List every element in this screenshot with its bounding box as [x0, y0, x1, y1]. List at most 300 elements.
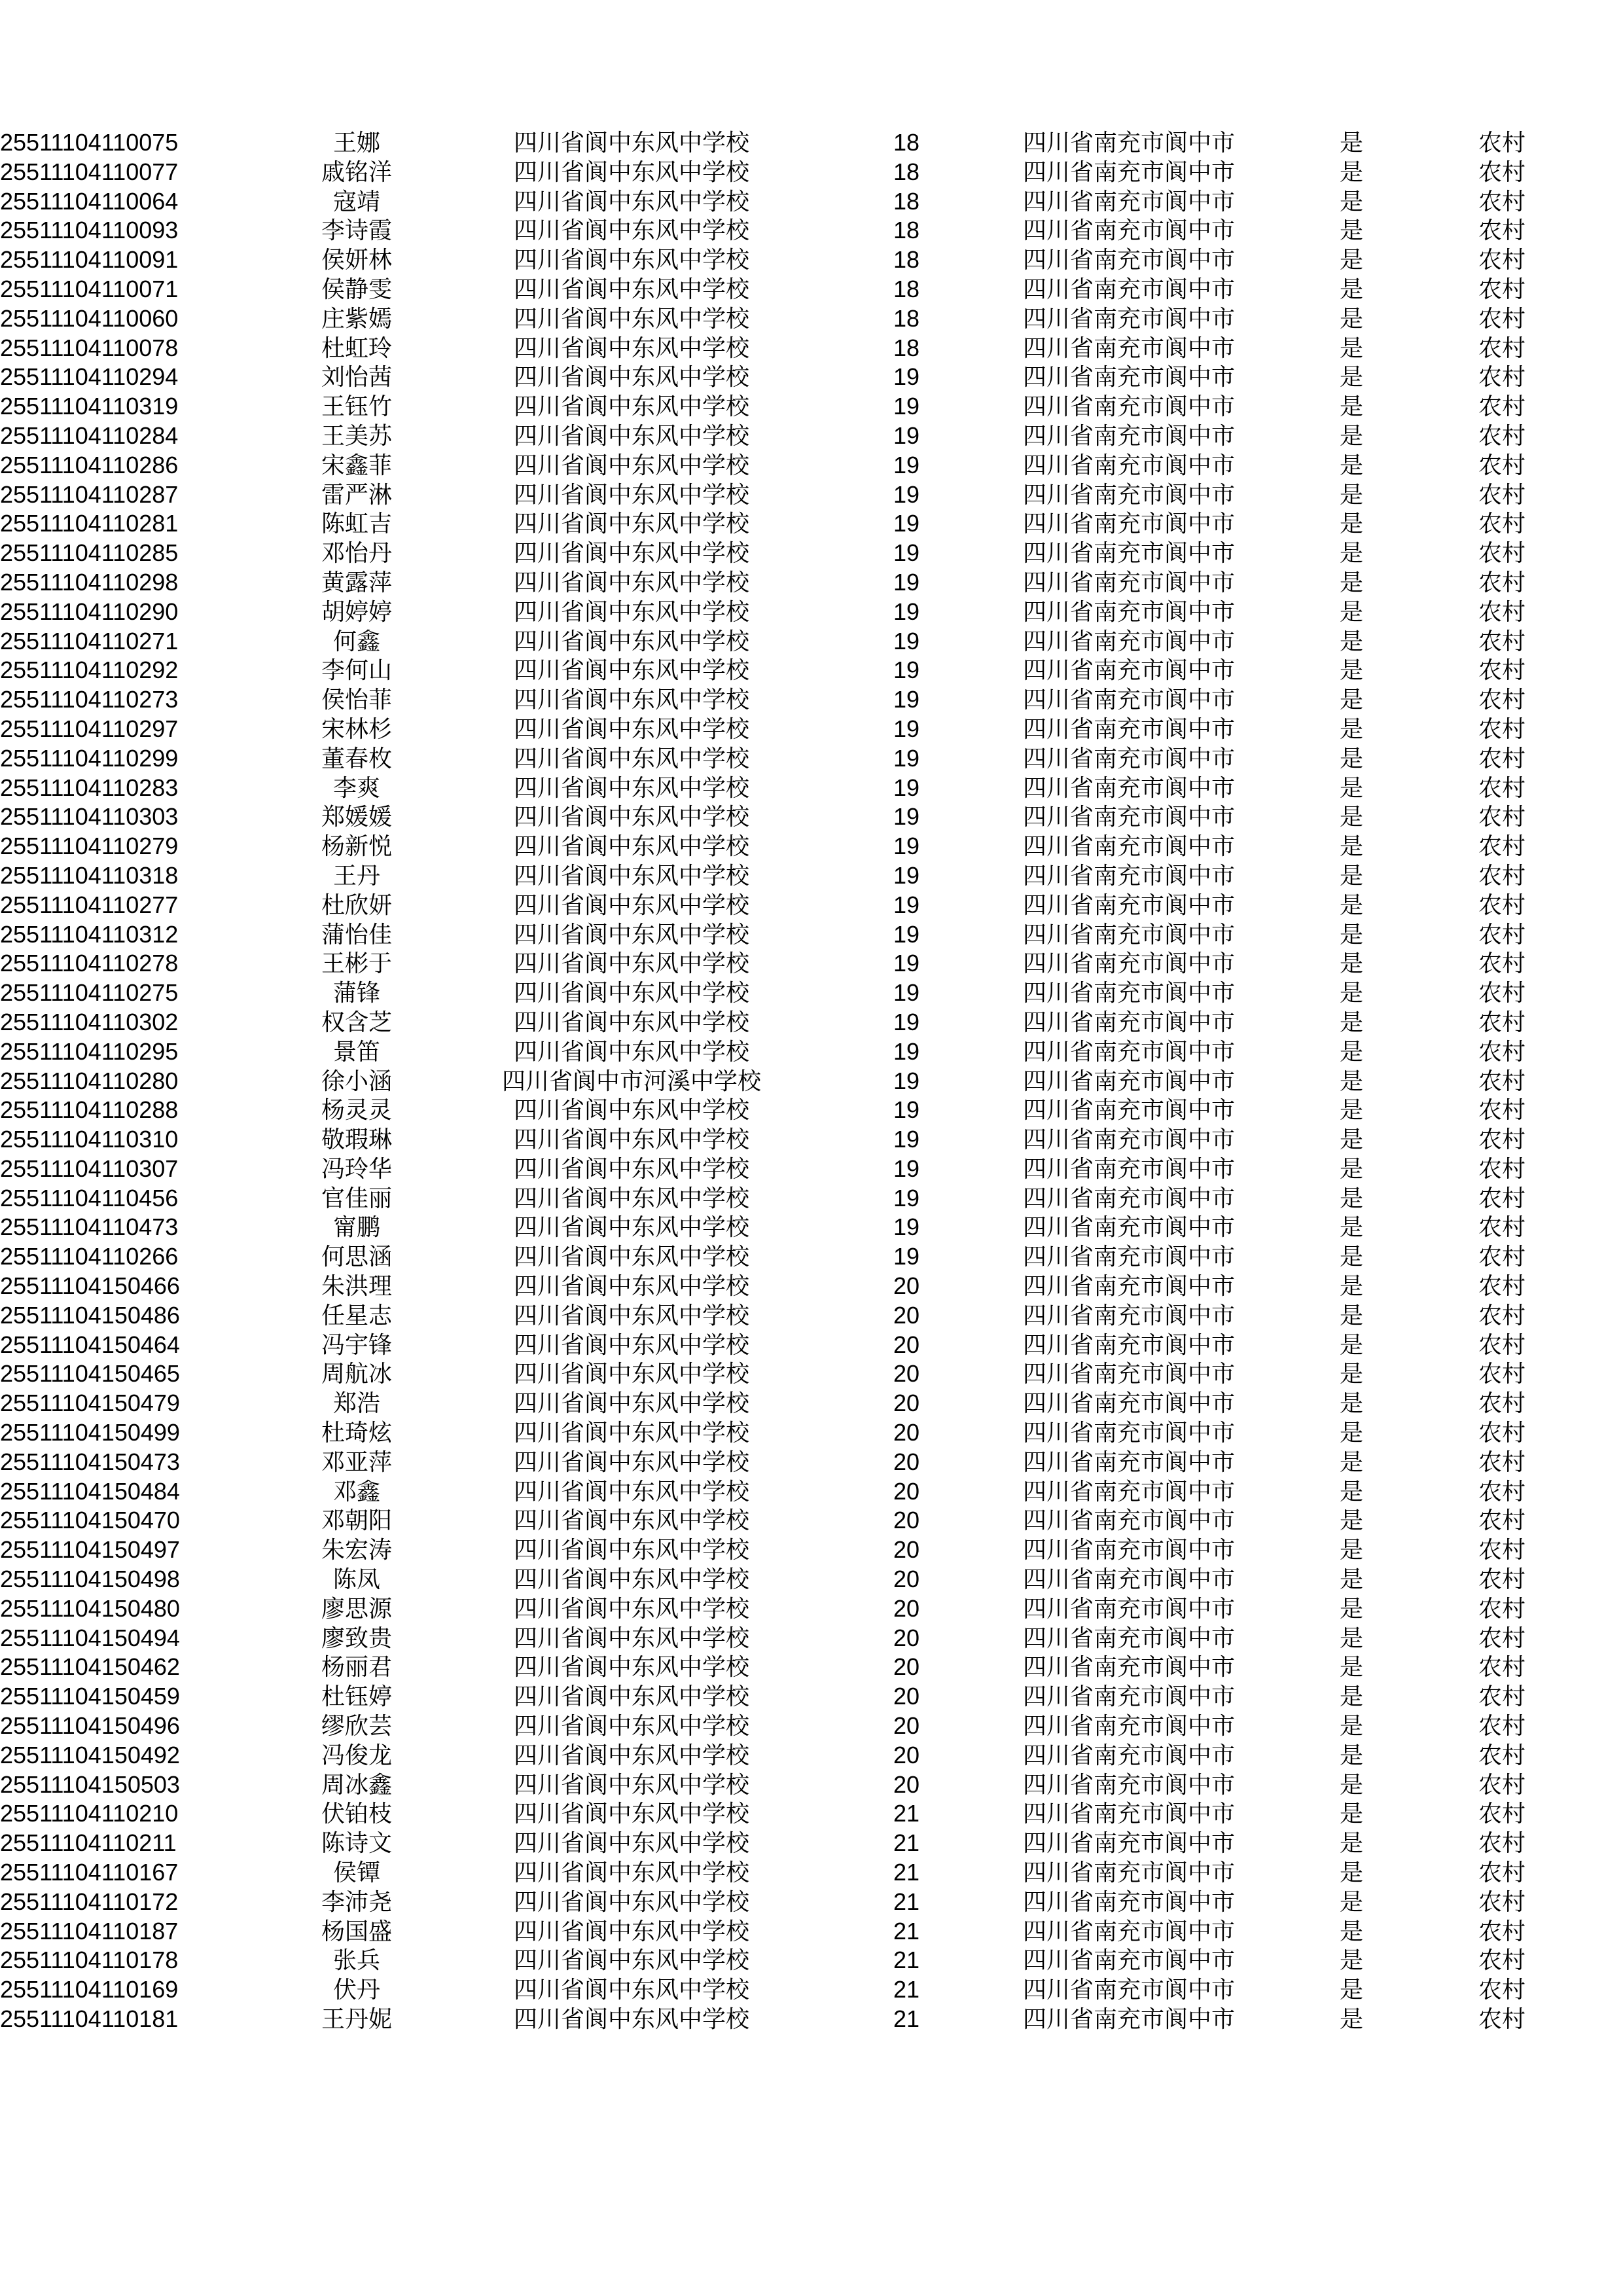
sequence-number: 19	[893, 950, 920, 977]
candidate-id: 25511104110178	[0, 1946, 179, 1974]
graduation-school: 四川省阆中东风中学校	[513, 1302, 749, 1329]
household-type: 农村	[1478, 158, 1525, 185]
household-type: 农村	[1478, 247, 1525, 274]
candidate-name: 杨国盛	[321, 1918, 392, 1945]
graduation-school: 四川省阆中东风中学校	[513, 1713, 749, 1740]
candidate-name: 张兵	[332, 1947, 380, 1974]
candidate-id: 25511104110275	[0, 979, 179, 1007]
row-right-padding	[1577, 774, 1623, 803]
row-right-padding	[1577, 1535, 1623, 1565]
table-row	[0, 245, 1623, 275]
graduation-school: 四川省阆中东风中学校	[513, 247, 749, 274]
table-row	[0, 832, 1623, 861]
table-row	[0, 1037, 1623, 1067]
table-row	[0, 1213, 1623, 1242]
candidate-id: 25511104150497	[0, 1536, 180, 1564]
candidate-name: 冯俊龙	[321, 1742, 392, 1768]
eligibility-flag: 是	[1339, 422, 1363, 449]
household-type: 农村	[1478, 1155, 1525, 1182]
exam-region: 四川省南充市阆中市	[1022, 1918, 1235, 1945]
table-row	[0, 1067, 1623, 1096]
table-row	[0, 1888, 1623, 1917]
graduation-school: 四川省阆中东风中学校	[513, 1390, 749, 1417]
table-row	[0, 1565, 1623, 1594]
graduation-school: 四川省阆中东风中学校	[513, 158, 749, 185]
candidate-name: 陈诗文	[321, 1830, 392, 1857]
sequence-number: 21	[893, 1917, 920, 1945]
exam-region: 四川省南充市阆中市	[1022, 188, 1235, 215]
household-type: 农村	[1478, 2006, 1525, 2032]
candidate-id: 25511104110297	[0, 715, 179, 742]
eligibility-flag: 是	[1339, 1595, 1363, 1622]
candidate-id: 25511104110277	[0, 891, 179, 918]
eligibility-flag: 是	[1339, 1155, 1363, 1182]
graduation-school: 四川省阆中东风中学校	[513, 1185, 749, 1211]
exam-region: 四川省南充市阆中市	[1022, 1155, 1235, 1182]
row-right-padding	[1577, 1389, 1623, 1418]
household-type: 农村	[1478, 364, 1525, 391]
graduation-school: 四川省阆中东风中学校	[513, 1244, 749, 1270]
household-type: 农村	[1478, 1038, 1525, 1065]
exam-region: 四川省南充市阆中市	[1022, 305, 1235, 332]
exam-region: 四川省南充市阆中市	[1022, 1683, 1235, 1710]
candidate-id: 25511104110286	[0, 451, 179, 478]
household-type: 农村	[1478, 628, 1525, 655]
sequence-number: 21	[893, 2005, 920, 2032]
eligibility-flag: 是	[1339, 687, 1363, 713]
household-type: 农村	[1478, 1977, 1525, 2003]
household-type: 农村	[1478, 130, 1525, 156]
exam-region: 四川省南充市阆中市	[1022, 1507, 1235, 1534]
row-right-padding	[1577, 1272, 1623, 1301]
table-row	[0, 1770, 1623, 1800]
graduation-school: 四川省阆中东风中学校	[513, 950, 749, 977]
eligibility-flag: 是	[1339, 247, 1363, 274]
sequence-number: 19	[893, 451, 920, 478]
candidate-name: 缪欣芸	[321, 1713, 392, 1740]
household-type: 农村	[1478, 1537, 1525, 1564]
table-row	[0, 539, 1623, 568]
row-right-padding	[1577, 656, 1623, 685]
graduation-school: 四川省阆中东风中学校	[513, 1918, 749, 1945]
candidate-name: 宋林杉	[321, 715, 392, 742]
eligibility-flag: 是	[1339, 1185, 1363, 1211]
eligibility-flag: 是	[1339, 1801, 1363, 1827]
household-type: 农村	[1478, 598, 1525, 625]
eligibility-flag: 是	[1339, 217, 1363, 244]
household-type: 农村	[1478, 1771, 1525, 1798]
sequence-number: 20	[893, 1477, 920, 1505]
candidate-id: 25511104110285	[0, 539, 179, 567]
sequence-number: 20	[893, 1566, 920, 1593]
eligibility-flag: 是	[1339, 1888, 1363, 1915]
exam-region: 四川省南充市阆中市	[1022, 1713, 1235, 1740]
eligibility-flag: 是	[1339, 1654, 1363, 1681]
sequence-number: 19	[893, 1184, 920, 1211]
eligibility-flag: 是	[1339, 1537, 1363, 1564]
candidate-name: 伏丹	[332, 1977, 380, 2003]
candidate-id: 25511104110292	[0, 656, 179, 684]
candidate-name: 王丹	[332, 862, 380, 889]
household-type: 农村	[1478, 188, 1525, 215]
candidate-name: 杜虹玲	[321, 334, 392, 361]
exam-region: 四川省南充市阆中市	[1022, 452, 1235, 478]
sequence-number: 19	[893, 598, 920, 625]
candidate-name: 李诗霞	[321, 217, 392, 244]
exam-region: 四川省南充市阆中市	[1022, 1390, 1235, 1417]
graduation-school: 四川省阆中东风中学校	[513, 891, 749, 918]
candidate-name: 李沛尧	[321, 1888, 392, 1915]
candidate-name: 王丹妮	[321, 2006, 392, 2032]
graduation-school: 四川省阆中东风中学校	[513, 1595, 749, 1622]
sequence-number: 20	[893, 1301, 920, 1329]
sequence-number: 20	[893, 1419, 920, 1446]
candidate-id: 25511104150462	[0, 1653, 180, 1681]
candidate-name: 杜钰婷	[321, 1683, 392, 1710]
eligibility-flag: 是	[1339, 1448, 1363, 1475]
table-row	[0, 1594, 1623, 1624]
sequence-number: 19	[893, 1037, 920, 1065]
table-row	[0, 334, 1623, 363]
household-type: 农村	[1478, 921, 1525, 948]
candidate-id: 25511104110303	[0, 803, 179, 831]
row-right-padding	[1577, 1594, 1623, 1624]
candidate-id: 25511104110310	[0, 1126, 179, 1153]
eligibility-flag: 是	[1339, 1742, 1363, 1768]
candidate-name: 侯镡	[332, 1859, 380, 1886]
candidate-id: 25511104150492	[0, 1741, 180, 1768]
sequence-number: 19	[893, 1155, 920, 1182]
table-row	[0, 774, 1623, 803]
row-right-padding	[1577, 158, 1623, 187]
table-row	[0, 1008, 1623, 1037]
household-type: 农村	[1478, 1273, 1525, 1300]
table-row	[0, 1418, 1623, 1448]
candidate-id: 25511104110283	[0, 774, 179, 801]
exam-region: 四川省南充市阆中市	[1022, 540, 1235, 567]
graduation-school: 四川省阆中东风中学校	[513, 1155, 749, 1182]
candidate-id: 25511104110211	[0, 1829, 177, 1857]
candidate-id: 25511104110075	[0, 129, 179, 156]
household-type: 农村	[1478, 1595, 1525, 1622]
graduation-school: 四川省阆中东风中学校	[513, 598, 749, 625]
household-type: 农村	[1478, 1420, 1525, 1446]
candidate-name: 蒲锋	[332, 980, 380, 1007]
exam-region: 四川省南充市阆中市	[1022, 393, 1235, 420]
exam-region: 四川省南充市阆中市	[1022, 1038, 1235, 1065]
sequence-number: 20	[893, 1653, 920, 1681]
candidate-id: 25511104150479	[0, 1390, 180, 1417]
graduation-school: 四川省阆中东风中学校	[513, 1654, 749, 1681]
sequence-number: 20	[893, 1741, 920, 1768]
graduation-school: 四川省阆中东风中学校	[513, 540, 749, 567]
row-right-padding	[1577, 1858, 1623, 1888]
candidate-name: 杜欣妍	[321, 891, 392, 918]
sequence-number: 21	[893, 1976, 920, 2003]
eligibility-flag: 是	[1339, 1947, 1363, 1974]
eligibility-flag: 是	[1339, 1009, 1363, 1035]
row-right-padding	[1577, 245, 1623, 275]
sequence-number: 21	[893, 1888, 920, 1915]
row-right-padding	[1577, 392, 1623, 422]
graduation-school: 四川省阆中东风中学校	[513, 745, 749, 772]
sequence-number: 19	[893, 891, 920, 918]
eligibility-flag: 是	[1339, 1859, 1363, 1886]
graduation-school: 四川省阆中东风中学校	[513, 1038, 749, 1065]
candidate-name: 侯妍林	[321, 247, 392, 274]
sequence-number: 20	[893, 1594, 920, 1622]
row-right-padding	[1577, 363, 1623, 392]
table-row	[0, 598, 1623, 627]
sequence-number: 19	[893, 568, 920, 596]
eligibility-flag: 是	[1339, 1038, 1363, 1065]
candidate-name: 官佳丽	[321, 1185, 392, 1211]
row-right-padding	[1577, 1975, 1623, 2005]
table-row	[0, 1242, 1623, 1272]
sequence-number: 18	[893, 187, 920, 215]
graduation-school: 四川省阆中东风中学校	[513, 1742, 749, 1768]
exam-region: 四川省南充市阆中市	[1022, 364, 1235, 391]
candidate-id: 25511104150484	[0, 1477, 180, 1505]
table-row	[0, 1359, 1623, 1389]
eligibility-flag: 是	[1339, 745, 1363, 772]
table-row	[0, 685, 1623, 715]
candidate-id: 25511104110295	[0, 1037, 179, 1065]
exam-region: 四川省南充市阆中市	[1022, 1595, 1235, 1622]
sequence-number: 20	[893, 1360, 920, 1388]
candidate-id: 25511104110284	[0, 422, 179, 449]
sequence-number: 19	[893, 539, 920, 567]
graduation-school: 四川省阆中东风中学校	[513, 774, 749, 801]
household-type: 农村	[1478, 305, 1525, 332]
candidate-name: 侯静雯	[321, 276, 392, 302]
candidate-id: 25511104150473	[0, 1448, 180, 1475]
eligibility-flag: 是	[1339, 1097, 1363, 1124]
graduation-school: 四川省阆中东风中学校	[513, 1331, 749, 1358]
row-right-padding	[1577, 304, 1623, 334]
table-row	[0, 1624, 1623, 1653]
eligibility-flag: 是	[1339, 1977, 1363, 2003]
row-right-padding	[1577, 1565, 1623, 1594]
exam-region: 四川省南充市阆中市	[1022, 1009, 1235, 1035]
sequence-number: 19	[893, 1008, 920, 1035]
graduation-school: 四川省阆中东风中学校	[513, 422, 749, 449]
exam-region: 四川省南充市阆中市	[1022, 1126, 1235, 1153]
candidate-id: 25511104150499	[0, 1419, 180, 1446]
eligibility-flag: 是	[1339, 305, 1363, 332]
row-right-padding	[1577, 509, 1623, 539]
candidate-name: 郑浩	[332, 1390, 380, 1417]
eligibility-flag: 是	[1339, 1390, 1363, 1417]
household-type: 农村	[1478, 276, 1525, 302]
table-row	[0, 627, 1623, 656]
exam-region: 四川省南充市阆中市	[1022, 628, 1235, 655]
table-row	[0, 1272, 1623, 1301]
candidate-id: 25511104110060	[0, 304, 179, 332]
row-right-padding	[1577, 744, 1623, 774]
sequence-number: 19	[893, 861, 920, 889]
candidate-name: 董春枚	[321, 745, 392, 772]
eligibility-flag: 是	[1339, 1244, 1363, 1270]
eligibility-flag: 是	[1339, 1624, 1363, 1651]
candidate-id: 25511104110288	[0, 1096, 179, 1124]
sequence-number: 20	[893, 1448, 920, 1475]
row-right-padding	[1577, 1096, 1623, 1125]
graduation-school: 四川省阆中东风中学校	[513, 1448, 749, 1475]
graduation-school: 四川省阆中东风中学校	[513, 1126, 749, 1153]
candidate-id: 25511104110287	[0, 480, 179, 508]
sequence-number: 19	[893, 510, 920, 537]
sequence-number: 18	[893, 217, 920, 244]
graduation-school: 四川省阆中东风中学校	[513, 715, 749, 742]
exam-region: 四川省南充市阆中市	[1022, 891, 1235, 918]
candidate-id: 25511104110279	[0, 833, 179, 860]
graduation-school: 四川省阆中东风中学校	[513, 481, 749, 508]
candidate-name: 王娜	[332, 130, 380, 156]
sequence-number: 19	[893, 920, 920, 948]
table-row	[0, 363, 1623, 392]
exam-region: 四川省南充市阆中市	[1022, 569, 1235, 596]
table-row	[0, 1331, 1623, 1360]
eligibility-flag: 是	[1339, 188, 1363, 215]
candidate-id: 25511104110278	[0, 950, 179, 977]
exam-region: 四川省南充市阆中市	[1022, 715, 1235, 742]
row-right-padding	[1577, 627, 1623, 656]
household-type: 农村	[1478, 1624, 1525, 1651]
table-row	[0, 1858, 1623, 1888]
candidate-name: 伏铂枝	[321, 1801, 392, 1827]
candidate-id: 25511104110064	[0, 187, 179, 215]
candidate-name: 周冰鑫	[321, 1771, 392, 1798]
candidate-name: 廖致贵	[321, 1624, 392, 1651]
sequence-number: 19	[893, 744, 920, 772]
candidate-id: 25511104110473	[0, 1213, 179, 1241]
candidate-id: 25511104110281	[0, 510, 179, 537]
household-type: 农村	[1478, 862, 1525, 889]
candidate-name: 李爽	[332, 774, 380, 801]
row-right-padding	[1577, 1506, 1623, 1535]
roster-body	[0, 128, 1623, 2034]
table-row	[0, 1448, 1623, 1477]
eligibility-flag: 是	[1339, 1683, 1363, 1710]
row-right-padding	[1577, 1888, 1623, 1917]
candidate-id: 25511104110187	[0, 1917, 179, 1945]
table-row	[0, 216, 1623, 245]
sequence-number: 18	[893, 334, 920, 361]
candidate-name: 陈虹吉	[321, 511, 392, 537]
household-type: 农村	[1478, 1448, 1525, 1475]
household-type: 农村	[1478, 540, 1525, 567]
table-row	[0, 1829, 1623, 1858]
table-row	[0, 1535, 1623, 1565]
table-row	[0, 1184, 1623, 1213]
household-type: 农村	[1478, 1009, 1525, 1035]
row-right-padding	[1577, 1799, 1623, 1829]
row-right-padding	[1577, 802, 1623, 832]
eligibility-flag: 是	[1339, 950, 1363, 977]
candidate-name: 杨灵灵	[321, 1097, 392, 1124]
exam-region: 四川省南充市阆中市	[1022, 1331, 1235, 1358]
exam-region: 四川省南充市阆中市	[1022, 1801, 1235, 1827]
household-type: 农村	[1478, 1097, 1525, 1124]
sequence-number: 20	[893, 1770, 920, 1798]
sequence-number: 19	[893, 774, 920, 801]
sequence-number: 19	[893, 686, 920, 713]
eligibility-flag: 是	[1339, 657, 1363, 684]
eligibility-flag: 是	[1339, 2006, 1363, 2032]
graduation-school: 四川省阆中东风中学校	[513, 628, 749, 655]
candidate-name: 黄露萍	[321, 569, 392, 596]
candidate-id: 25511104110294	[0, 363, 179, 391]
sequence-number: 20	[893, 1272, 920, 1300]
eligibility-flag: 是	[1339, 1214, 1363, 1241]
candidate-id: 25511104110078	[0, 334, 179, 361]
sequence-number: 21	[893, 1946, 920, 1974]
eligibility-flag: 是	[1339, 130, 1363, 156]
sequence-number: 21	[893, 1859, 920, 1886]
sequence-number: 19	[893, 1067, 920, 1094]
candidate-name: 邓鑫	[332, 1478, 380, 1505]
table-row	[0, 1506, 1623, 1535]
candidate-id: 25511104110273	[0, 686, 179, 713]
household-type: 农村	[1478, 804, 1525, 831]
table-row	[0, 744, 1623, 774]
household-type: 农村	[1478, 1742, 1525, 1768]
exam-region: 四川省南充市阆中市	[1022, 511, 1235, 537]
candidate-id: 25511104110307	[0, 1155, 179, 1182]
row-right-padding	[1577, 1301, 1623, 1331]
eligibility-flag: 是	[1339, 364, 1363, 391]
sequence-number: 19	[893, 422, 920, 449]
table-row	[0, 1946, 1623, 1975]
candidate-name: 邓朝阳	[321, 1507, 392, 1534]
eligibility-flag: 是	[1339, 598, 1363, 625]
row-right-padding	[1577, 1067, 1623, 1096]
candidate-id: 25511104110318	[0, 861, 179, 889]
candidate-id: 25511104110093	[0, 217, 179, 244]
graduation-school: 四川省阆中东风中学校	[513, 2006, 749, 2032]
household-type: 农村	[1478, 1859, 1525, 1886]
row-right-padding	[1577, 1682, 1623, 1712]
sequence-number: 19	[893, 715, 920, 742]
row-right-padding	[1577, 861, 1623, 891]
graduation-school: 四川省阆中东风中学校	[513, 1361, 749, 1388]
graduation-school: 四川省阆中东风中学校	[513, 1947, 749, 1974]
table-row	[0, 1477, 1623, 1507]
candidate-name: 敬瑕琳	[321, 1126, 392, 1153]
household-type: 农村	[1478, 833, 1525, 860]
candidate-id: 25511104150486	[0, 1301, 180, 1329]
table-row	[0, 2005, 1623, 2034]
eligibility-flag: 是	[1339, 833, 1363, 860]
household-type: 农村	[1478, 1801, 1525, 1827]
household-type: 农村	[1478, 1302, 1525, 1329]
sequence-number: 19	[893, 627, 920, 655]
candidate-name: 冯玲华	[321, 1155, 392, 1182]
table-row	[0, 1096, 1623, 1125]
candidate-name: 权含芝	[321, 1009, 392, 1035]
sequence-number: 18	[893, 129, 920, 156]
eligibility-flag: 是	[1339, 511, 1363, 537]
sequence-number: 19	[893, 363, 920, 391]
household-type: 农村	[1478, 1683, 1525, 1710]
household-type: 农村	[1478, 1888, 1525, 1915]
table-row	[0, 1389, 1623, 1418]
candidate-name: 徐小涵	[321, 1067, 392, 1094]
table-row	[0, 1975, 1623, 2005]
exam-region: 四川省南充市阆中市	[1022, 217, 1235, 244]
sequence-number: 21	[893, 1829, 920, 1857]
